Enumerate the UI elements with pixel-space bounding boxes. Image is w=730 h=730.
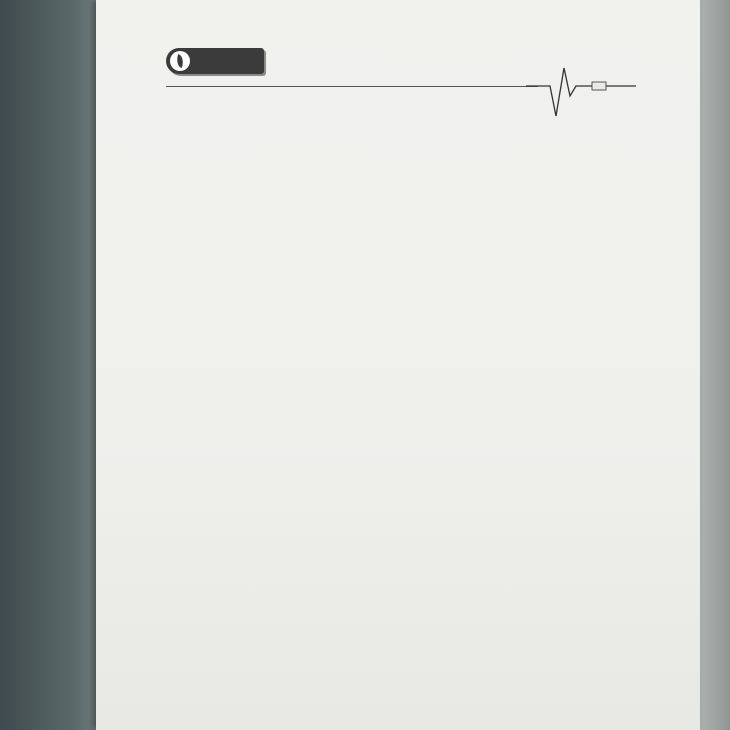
book-page [96,0,700,730]
background-left-shadow [0,0,110,730]
ecg-pulse-icon [526,66,636,126]
chapter-badge [166,48,264,74]
leaf-icon [170,51,190,71]
header-rule [166,86,538,87]
